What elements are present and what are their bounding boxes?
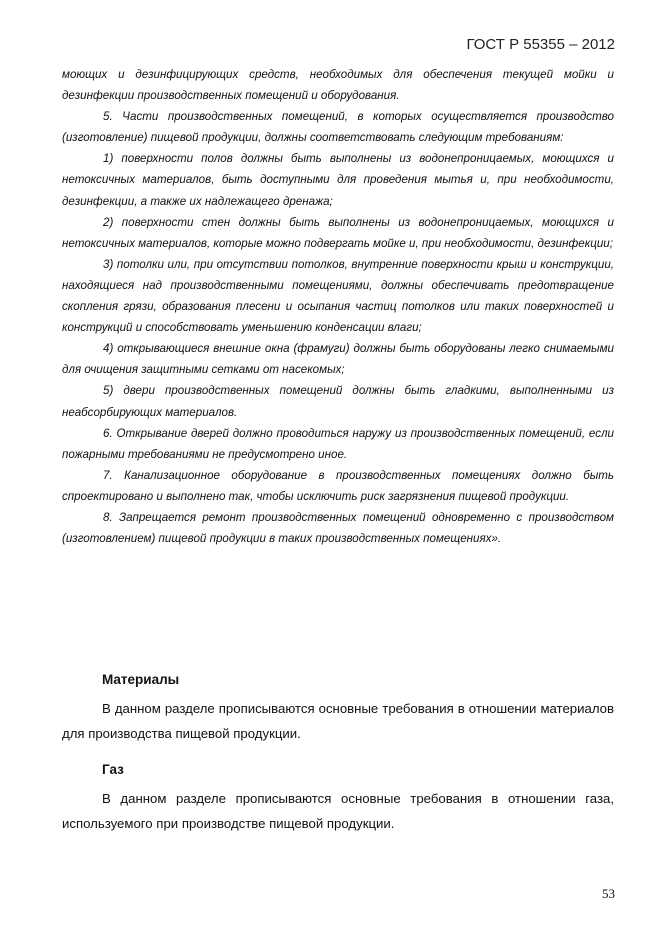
quote-paragraph: 3) потолки или, при отсутствии потолков, внутренние поверхности крыш и конструкции, находящиеся над производственными помещениями, должны обеспечивать предотвращение скопления грязи, образования плесени и осыпания частиц потолков или таких поверхностей и конструкций и способствовать уменьшению конденсации влаги; bbox=[62, 257, 614, 335]
section-gas bbox=[62, 761, 614, 836]
quote-paragraph: 8. Запрещается ремонт производственных помещений одновременно с производством (изготовлением) пищевой продукции в таких производственных помещениях». bbox=[62, 510, 614, 546]
quote-paragraph: 7. Канализационное оборудование в производственных помещениях должно быть спроектировано и выполнено так, чтобы исключить риск загрязнения пищевой продукции. bbox=[62, 468, 614, 503]
quote-paragraph: 5) двери производственных помещений должны быть гладкими, выполненными из неабсорбирующих материалов. bbox=[62, 384, 614, 419]
quoted-requirements bbox=[62, 64, 614, 549]
quote-paragraph: 1) поверхности полов должны быть выполнены из водонепроницаемых, моющихся и нетоксичных материалов, быть доступными для проведения мытья и, при необходимости, дезинфекции, а также их надлежащего дренажа; bbox=[62, 152, 614, 208]
quote-paragraph: моющих и дезинфицирующих средств, необходимых для обеспечения текущей мойки и дезинфекции производственных помещений и оборудования. bbox=[62, 68, 614, 103]
quote-paragraph: 5. Части производственных помещений, в которых осуществляется производство (изготовление) пищевой продукции, должны соответствовать следующим требованиям: bbox=[62, 110, 614, 145]
page-number: 53 bbox=[602, 886, 615, 901]
section-materials bbox=[62, 671, 614, 746]
quote-paragraph: 6. Открывание дверей должно проводиться наружу из производственных помещений, если пожарными требованиями не предусмотрено иное. bbox=[62, 426, 614, 461]
quote-paragraph: 4) открывающиеся внешние окна (фрамуги) должны быть оборудованы легко снимаемыми для очищения защитными сетками от насекомых; bbox=[62, 342, 614, 377]
section-heading: Материалы bbox=[102, 672, 180, 687]
section-body: В данном разделе прописываются основные требования в отношении газа, используемого при производстве пищевой продукции. bbox=[62, 791, 614, 831]
section-heading: Газ bbox=[102, 762, 124, 777]
document-code-header: ГОСТ Р 55355 – 2012 bbox=[466, 36, 615, 53]
quote-paragraph: 2) поверхности стен должны быть выполнены из водонепроницаемых, моющихся и нетоксичных материалов, которые можно подвергать мойке и, при необходимости, дезинфекции; bbox=[62, 215, 614, 250]
section-body: В данном разделе прописываются основные требования в отношении материалов для производства пищевой продукции. bbox=[62, 701, 614, 741]
